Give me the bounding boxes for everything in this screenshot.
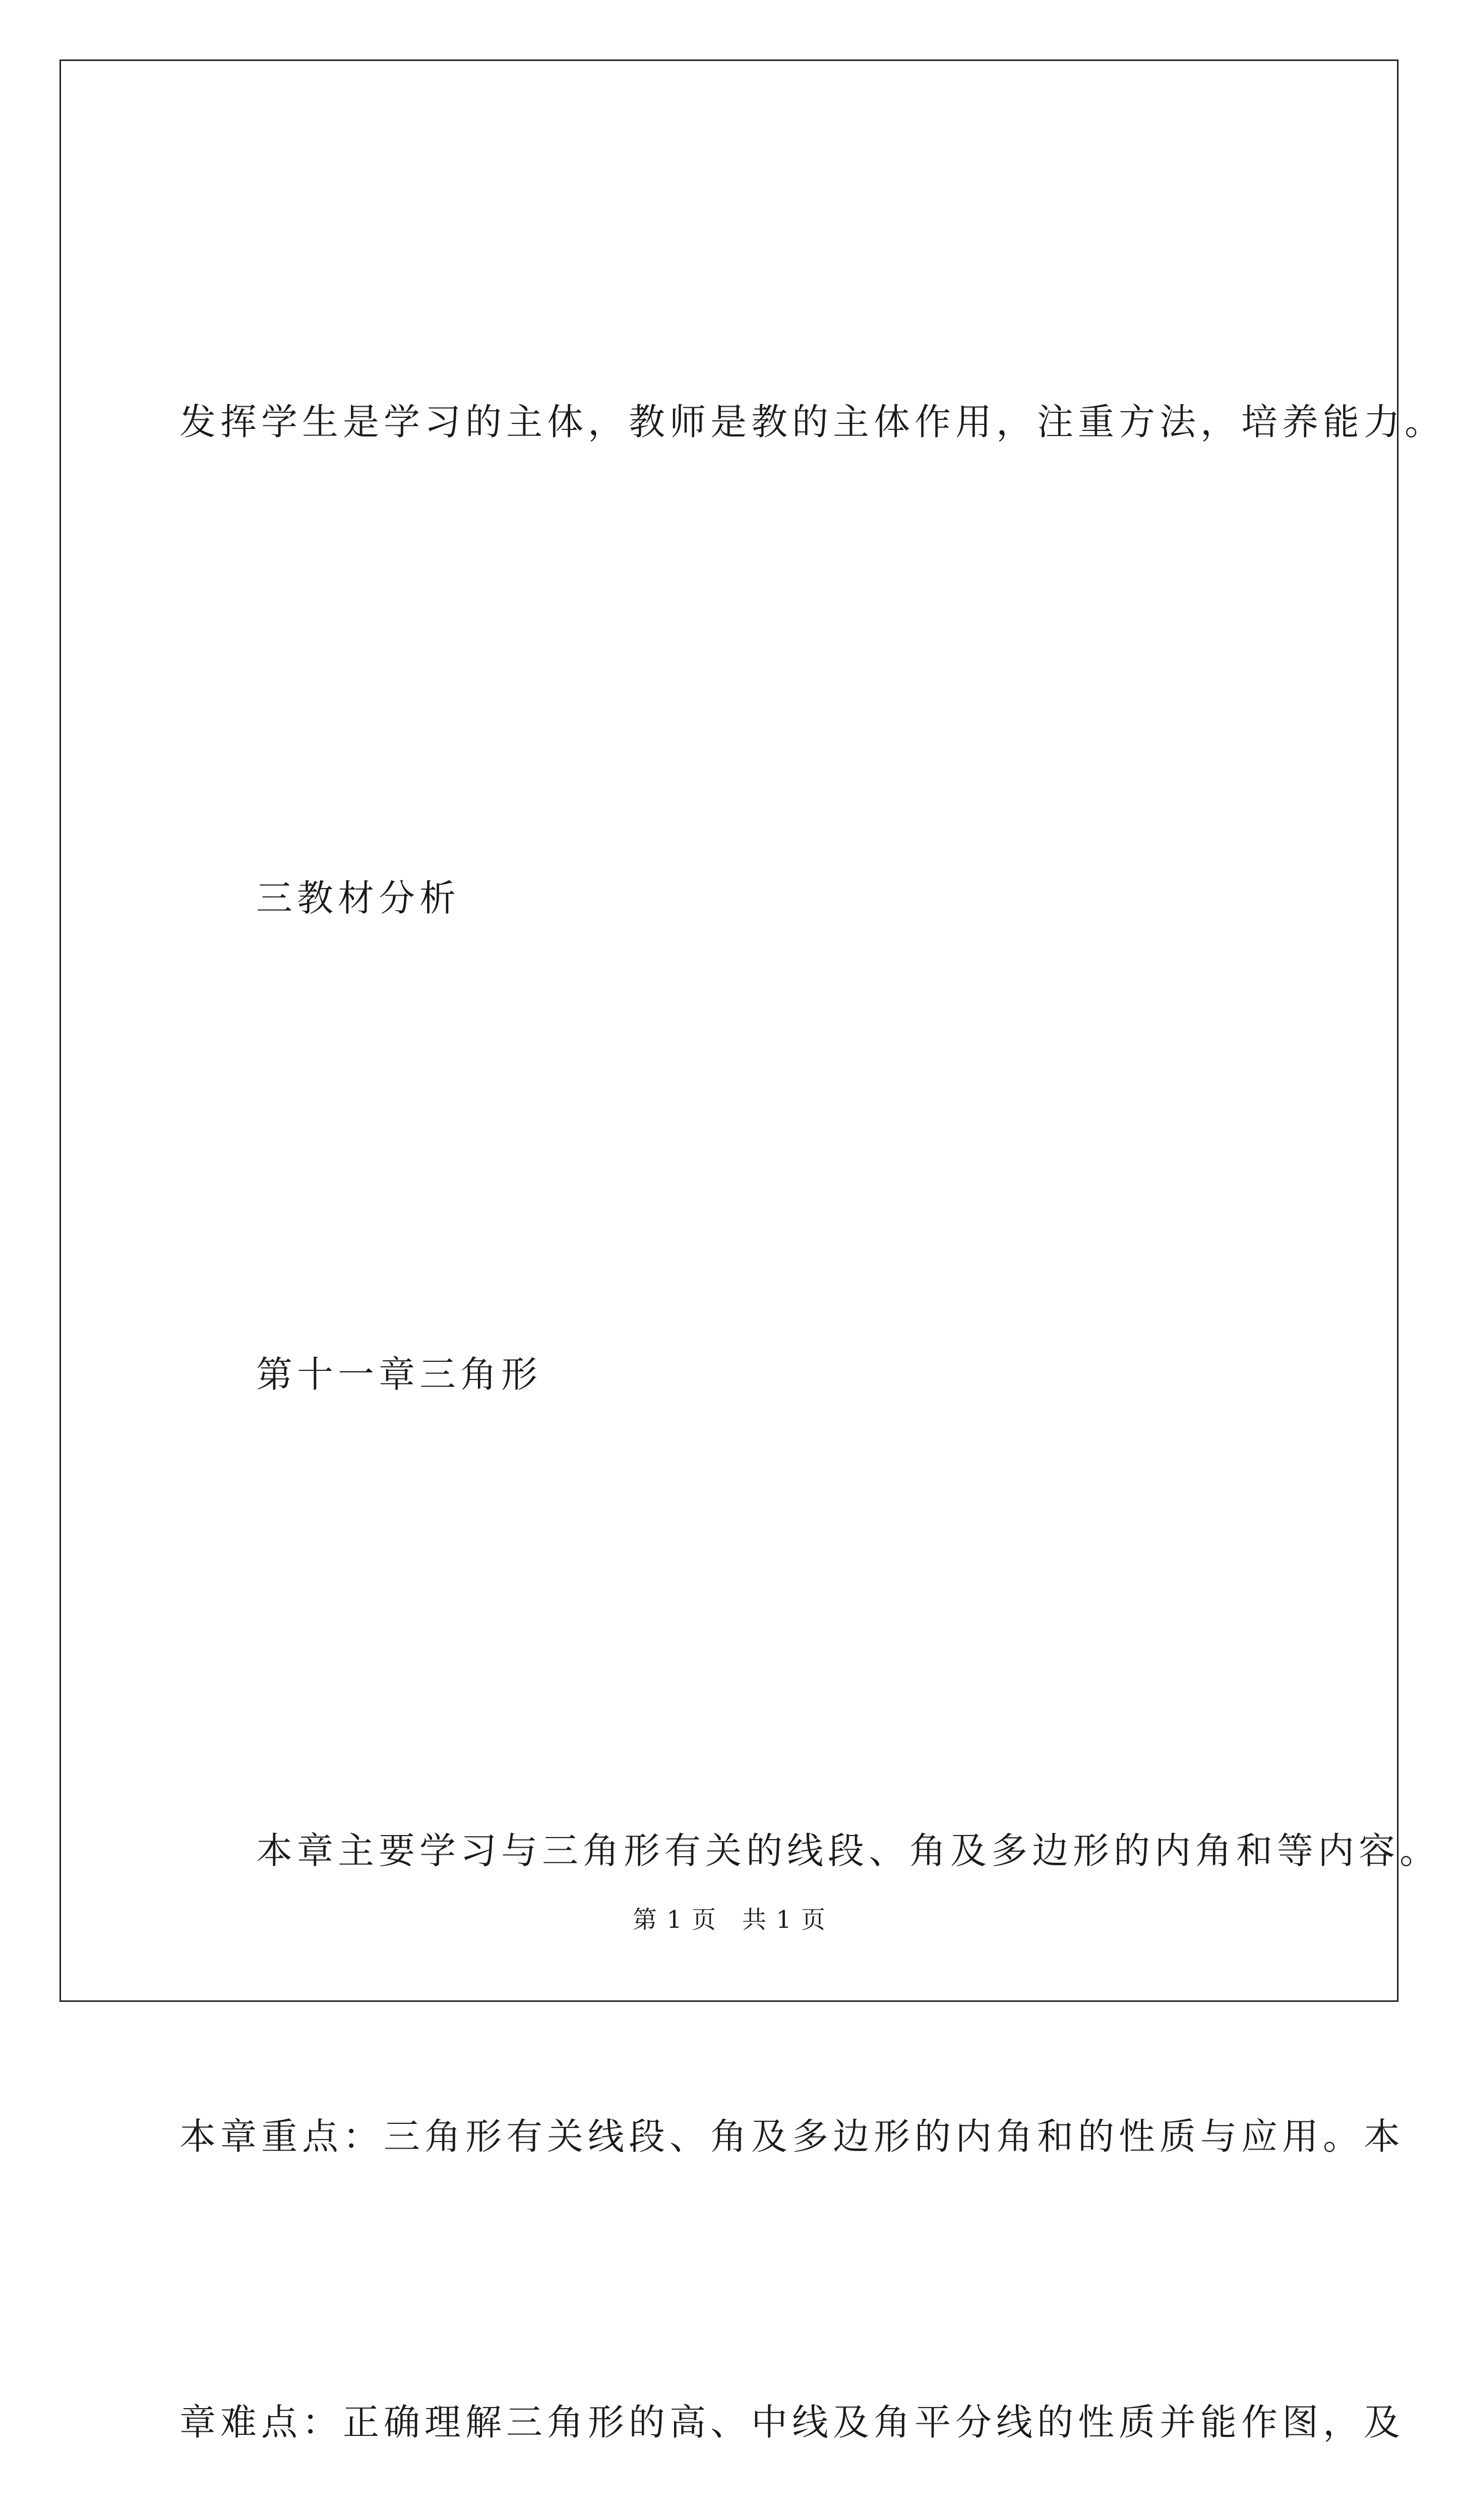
text-line: 第十一章三角形 (256, 1353, 542, 1396)
text-line: 三教材分析 (256, 877, 461, 919)
page-footer (0, 1900, 1459, 1935)
text-line: 发挥学生是学习的主体，教师是教的主体作用，注重方法，培养能力。 (179, 401, 1446, 443)
text-line: 本章主要学习与三角形有关的线段、角及多边形的内角和等内容。 (256, 1830, 1441, 1872)
document-body (179, 184, 1446, 2520)
chapter-heading (179, 1137, 1279, 1613)
page-number: 第 1 页 共 1 页 (632, 1906, 827, 1934)
section-heading (179, 660, 1279, 1137)
text-line: 本章重点：三角形有关线段、角及多边形的内角和的性质与应用。本 (179, 2115, 1405, 2158)
text-line: 章难点：正确理解三角形的高、中线及角平分线的性质并能作图，及 (179, 2401, 1405, 2443)
paragraph (179, 184, 1446, 660)
paragraph (179, 1613, 1441, 2520)
